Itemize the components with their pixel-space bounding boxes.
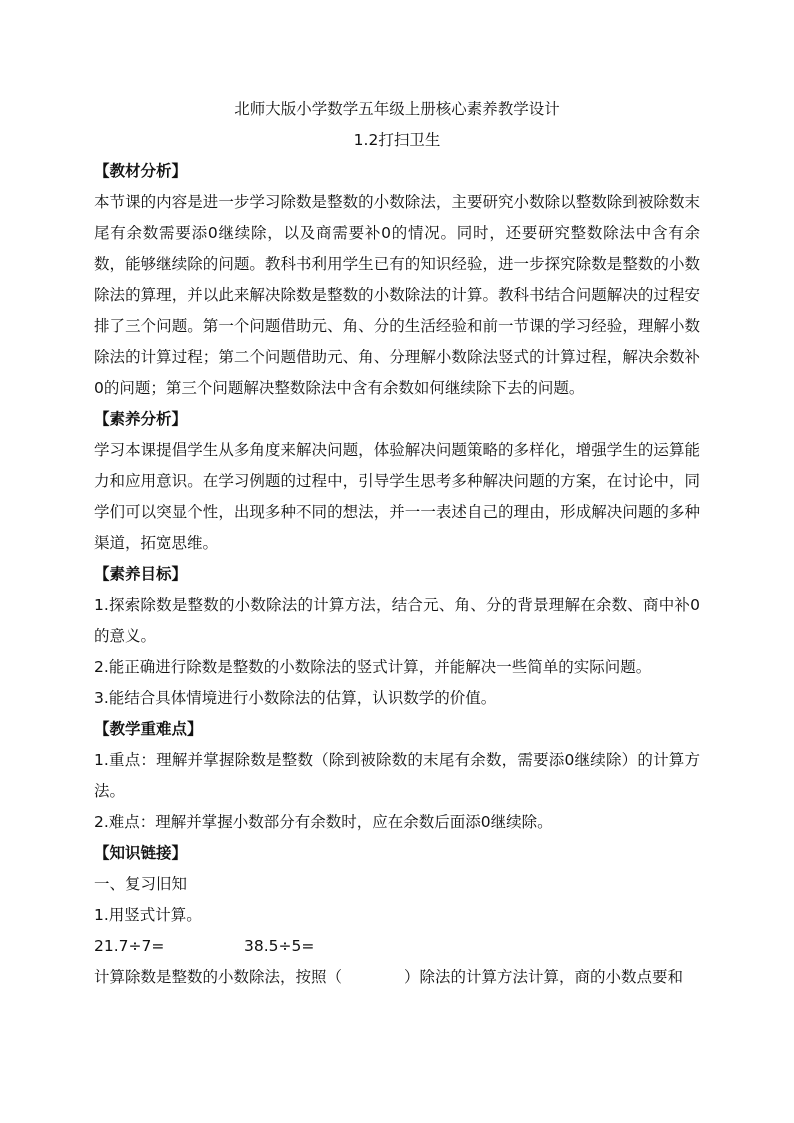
goal-item: 1.探索除数是整数的小数除法的计算方法，结合元、角、分的背景理解在余数、商中补0的意义。 (94, 596, 700, 645)
document-page (94, 94, 700, 993)
exercise-b: 38.5÷5= (244, 937, 315, 955)
key-point-item: 1.重点：理解并掌握除数是整数（除到被除数的末尾有余数，需要添0继续除）的计算方法。 (94, 751, 700, 800)
literacy-analysis-heading: 【素养分析】 (94, 410, 188, 428)
textbook-analysis-body: 本节课的内容是进一步学习除数是整数的小数除法，主要研究小数除以整数除到被除数末尾有余数需要添0继续除，以及商需要补0的情况。同时，还要研究整数除法中含有余数，能够继续除的问题。教科书利用学生已有的知识经验，进一步探究除数是整数的小数除法的算理，并以此来解决除数是整数的小数除法的计算。教科书结合问题解决的过程安排了三个问题。第一个问题借助元、角、分的生活经验和前一节课的学习经验，理解小数除法的计算过程；第二个问题借助元、角、分理解小数除法竖式的计算过程，解决余数补0的问题；第三个问题解决整数除法中含有余数如何继续除下去的问题。 (94, 193, 700, 397)
fill-blank-question: 计算除数是整数的小数除法，按照（ ）除法的计算方法计算，商的小数点要和 (94, 968, 684, 986)
document-title: 北师大版小学数学五年级上册核心素养教学设计 (234, 100, 560, 118)
literacy-goals-heading: 【素养目标】 (94, 565, 188, 583)
review-subheading: 一、复习旧知 (94, 875, 188, 893)
textbook-analysis-heading: 【教材分析】 (94, 162, 188, 180)
review-task: 1.用竖式计算。 (94, 906, 202, 924)
literacy-analysis-body: 学习本课提倡学生从多角度来解决问题，体验解决问题策略的多样化，增强学生的运算能力和应用意识。在学习例题的过程中，引导学生思考多种解决问题的方案，在讨论中，同学们可以突显个性，出现多种不同的想法，并一一表述自己的理由，形成解决问题的多种渠道，拓宽思维。 (94, 441, 700, 552)
difficult-point-item: 2.难点：理解并掌握小数部分有余数时，应在余数后面添0继续除。 (94, 813, 553, 831)
knowledge-link-heading: 【知识链接】 (94, 844, 188, 862)
exercise-a: 21.7÷7= (94, 937, 165, 955)
exercise-row (94, 931, 700, 962)
lesson-title: 1.2打扫卫生 (353, 131, 441, 149)
key-points-heading: 【教学重难点】 (94, 720, 203, 738)
goal-item: 2.能正确进行除数是整数的小数除法的竖式计算，并能解决一些简单的实际问题。 (94, 658, 652, 676)
goal-item: 3.能结合具体情境进行小数除法的估算，认识数学的价值。 (94, 689, 497, 707)
